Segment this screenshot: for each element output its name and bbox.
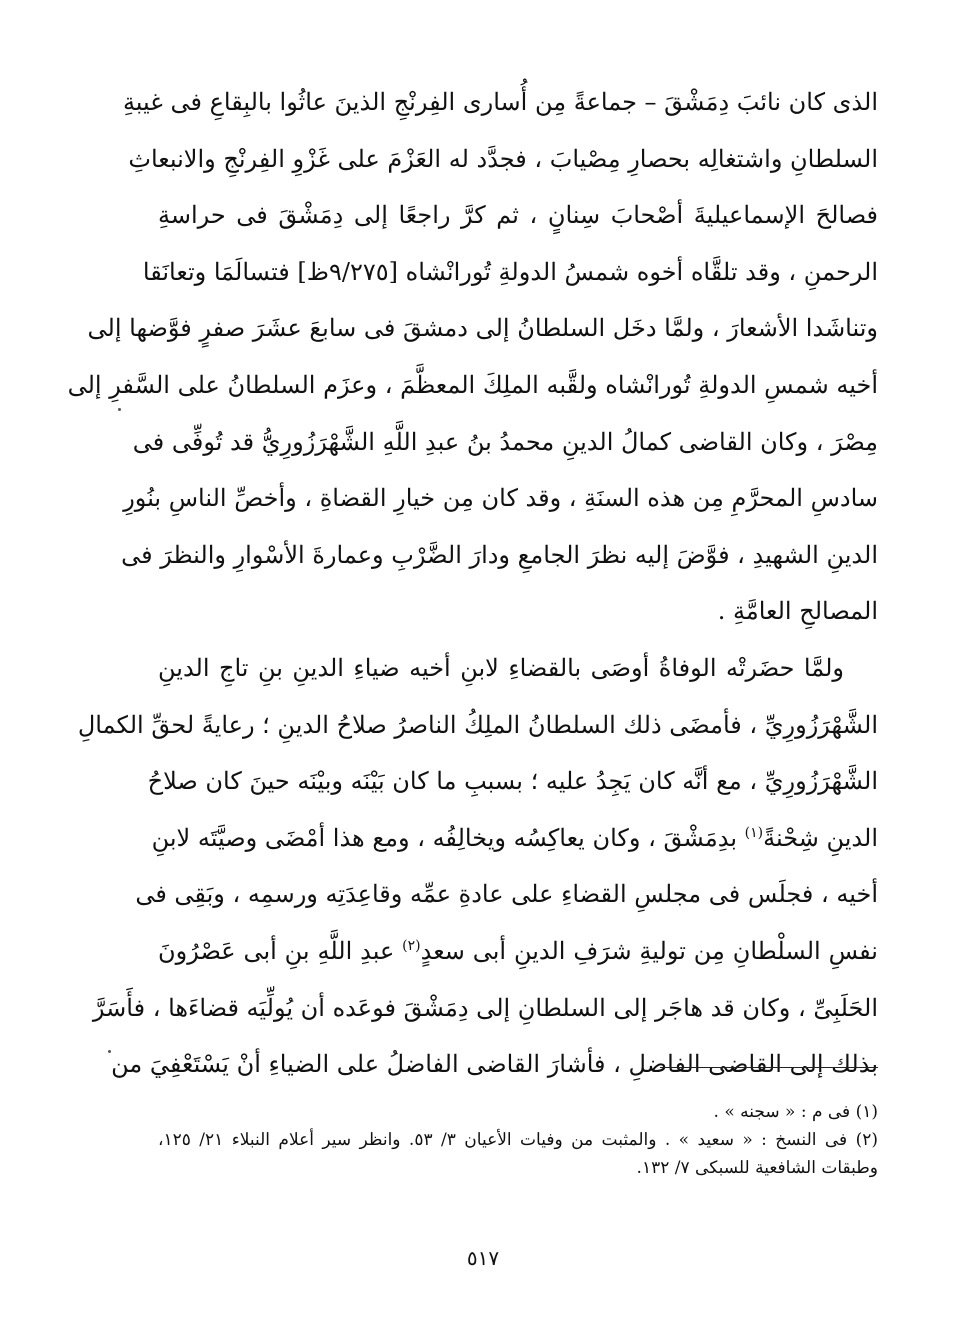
footnote-1: (١) فى م : « سجنه » . [713,1102,878,1122]
text-segment: نفسِ السلْطانِ مِن توليةِ شرَفِ الدينِ أبى سعدٍ [420,936,878,965]
footnote-separator [660,1067,878,1068]
text-line [158,923,878,980]
text-line: أخيه ، فجلَس فى مجلسِ القضاءِ على عادةِ عمِّه وقاعِدَتِه ورسمِه ، وبَقِى فى [135,880,878,909]
footnote-mark-1: (١) [744,824,764,841]
paragraph-1 [67,74,878,640]
text-line: سادسِ المحرَّمِ مِن هذه السنَةِ ، وقد كان مِن خيارِ القضاةِ ، وأخصِّ الناسِ بنُورِ [123,484,878,513]
text-line: ولمَّا حضَرتْه الوفاةُ أوصَى بالقضاءِ لابنِ أخيه ضياءِ الدينِ بنِ تاجِ الدينِ [158,653,844,682]
scan-speck [118,408,121,411]
text-segment: عبدِ اللَّهِ بنِ أبى عَصْرُونَ [158,936,395,965]
text-line: فصالحَ الإسماعيليةَ أصْحابَ سِنانٍ ، ثم كرَّ راجعًا إلى دِمَشْقَ فى حراسةِ [158,201,878,230]
text-line: المصالحِ العامَّةِ . [717,597,878,626]
paragraph-2 [77,640,878,1093]
text-line: الرحمنِ ، وقد تلقَّاه أخوه شمسُ الدولةِ تُورانْشاه [٩/٢٧٥ظ] فتسالَمَا وتعانَقا [142,257,878,286]
text-segment: الدينِ شِحْنةً [763,823,878,852]
text-line: الدينِ الشهيدِ ، فوَّضَ إليه نظرَ الجامعِ ودارَ الضَّرْبِ وعمارةَ الأسْوارِ والنظرَ فى [121,540,878,569]
text-line: وتناشَدا الأشعارَ ، ولمَّا دخَل السلطانُ إلى دمشقَ فى سابعَ عشَرَ صفرٍ فوَّضها إلى [87,314,878,343]
text-line: الشَّهْرَزُورِيِّ ، فأمضَى ذلك السلطانُ الملِكُ الناصرُ صلاحُ الدينِ ؛ رعايةً لحقِّ الكمالِ [77,710,878,739]
text-line: الذى كان نائبَ دِمَشْقَ – جماعةً مِن أُسارى الفِرنْجِ الذينَ عاثُوا بالبِقاعِ فى غيبةِ [122,88,878,116]
text-line: الحَلَبِىِّ ، وكان قد هاجَر إلى السلطانِ إلى دِمَشْقَ فوعَده أن يُولِّيَه قضاءَها ، فأَسَرَّ [92,993,878,1022]
text-line: الشَّهْرَزُورِيِّ ، مع أنَّه كان يَجِدُ عليه ؛ بسببِ ما كان بَيْنَه وبيْنَه حينَ كان صلاحُ [147,767,878,796]
text-line: مِصْرَ ، وكان القاضى كمالُ الدينِ محمدُ بنُ عبدِ اللَّهِ الشَّهْرَزُورِيُّ قد تُوفِّى فى [132,427,878,456]
footnotes [158,1098,878,1182]
main-text [67,74,878,1093]
footnote-2: (٢) فى النسخ : « سعيد » . والمثبت من وفيات الأعيان ٣/ ٥٣. وانظر سير أعلام النبلاء ٢١/ ١٢٥، [158,1130,878,1150]
text-line [151,810,878,867]
text-line: السلطانِ واشتغالِه بحصارِ مِصْيابَ ، فجدَّد له العَزْمَ على غَزْوِ الفِرنْجِ والانبعاثِ [128,144,878,173]
scan-speck [108,1050,111,1053]
footnote-2-continued: وطبقات الشافعية للسبكى ٧/ ١٣٢. [636,1158,878,1178]
text-line: أخيه شمسِ الدولةِ تُورانْشاه ولقَّبه الملِكَ المعظَّمَ ، وعزَم السلطانُ على السَّفرِ إلى [67,370,878,399]
page-number: ٥١٧ [466,1246,500,1270]
text-segment: بدِمَشْقَ ، وكان يعاكِسُه ويخالِفُه ، ومع هذا أمْضَى وصيَّتَه لابنِ [151,823,738,852]
footnote-mark-2: (٢) [402,937,421,954]
text-line: بذلك إلى القاضى الفاضلِ ، فأشارَ القاضى الفاضلُ على الضياءِ أنْ يَسْتَعْفِيَ من [111,1050,878,1079]
